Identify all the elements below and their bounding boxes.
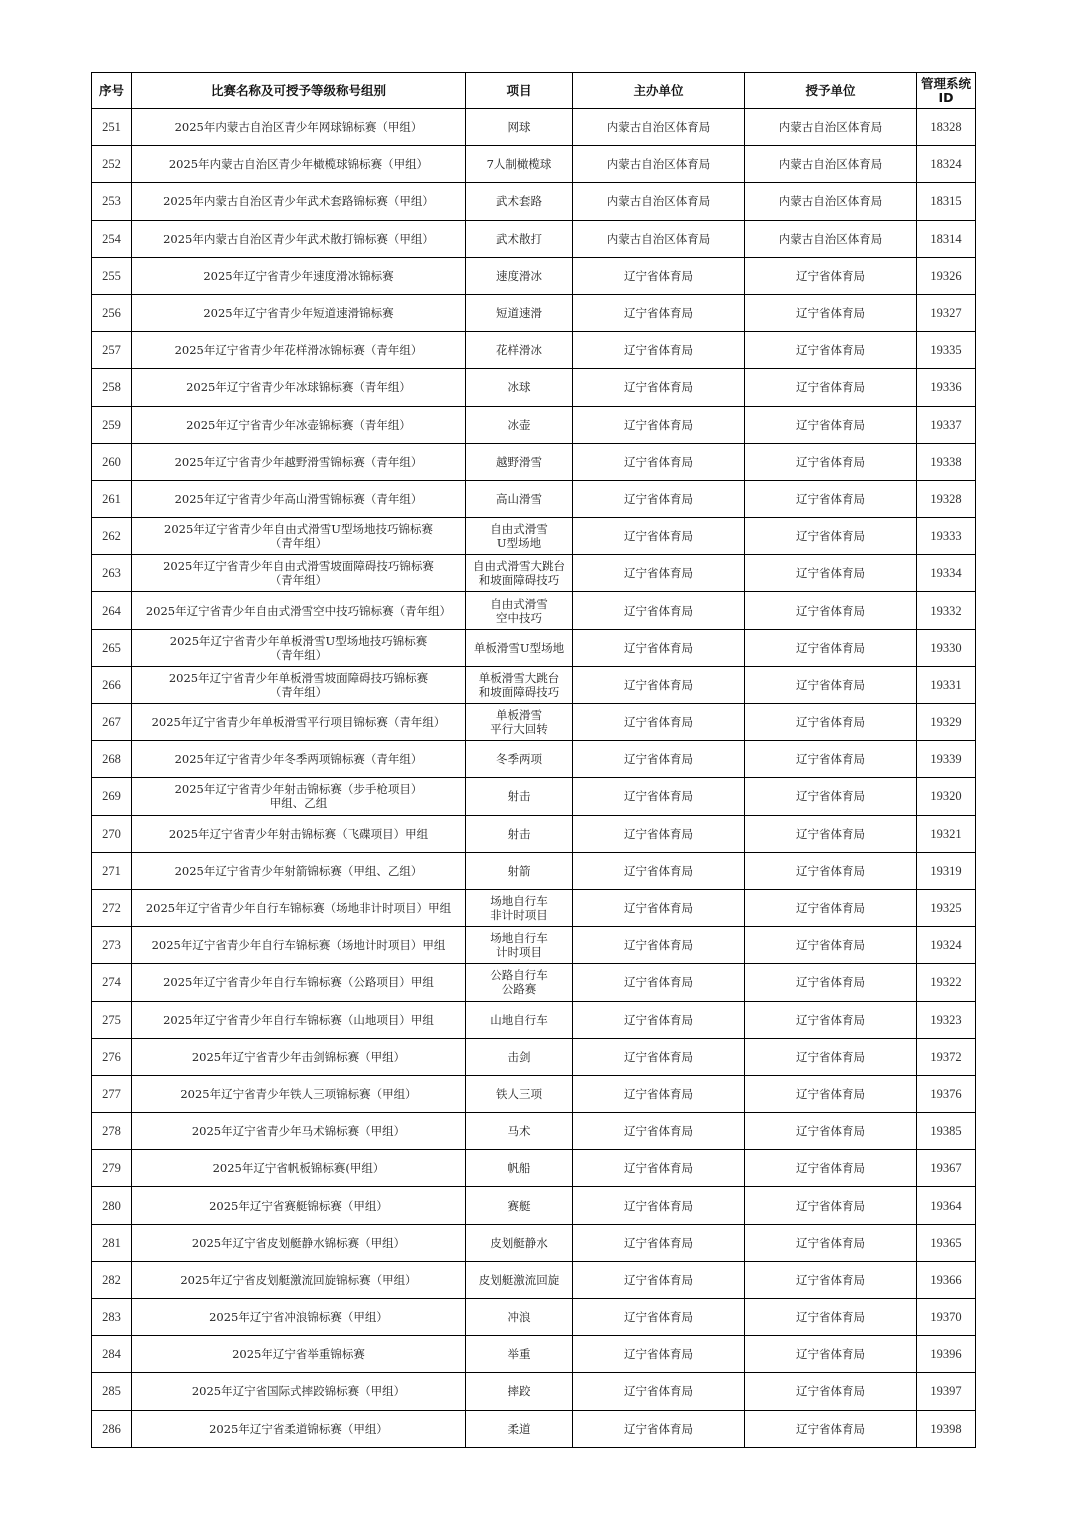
cell-competition-name: 2025年内蒙古自治区青少年武术套路锦标赛（甲组） xyxy=(132,183,466,220)
cell-competition-name: 2025年辽宁省皮划艇静水锦标赛（甲组） xyxy=(132,1224,466,1261)
cell-competition-name: 2025年辽宁省举重锦标赛 xyxy=(132,1336,466,1373)
cell-competition-name: 2025年内蒙古自治区青少年网球锦标赛（甲组） xyxy=(132,109,466,146)
cell-event-item: 帆船 xyxy=(466,1150,573,1187)
table-row xyxy=(92,1299,976,1336)
cell-granting-organization: 辽宁省体育局 xyxy=(745,1187,917,1224)
cell-management-system-id: 19376 xyxy=(917,1075,976,1112)
cell-competition-name: 2025年辽宁省青少年自行车锦标赛（场地计时项目）甲组 xyxy=(132,927,466,964)
cell-management-system-id: 18324 xyxy=(917,146,976,183)
table-row xyxy=(92,1410,976,1447)
cell-management-system-id: 19327 xyxy=(917,294,976,331)
cell-management-system-id: 19331 xyxy=(917,666,976,703)
cell-host-organization: 辽宁省体育局 xyxy=(573,1224,745,1261)
cell-serial-number: 265 xyxy=(92,629,132,666)
cell-host-organization: 辽宁省体育局 xyxy=(573,480,745,517)
cell-event-item: 场地自行车 计时项目 xyxy=(466,927,573,964)
table-row xyxy=(92,704,976,741)
cell-serial-number: 257 xyxy=(92,332,132,369)
cell-granting-organization: 辽宁省体育局 xyxy=(745,1075,917,1112)
cell-serial-number: 279 xyxy=(92,1150,132,1187)
header-serial-number: 序号 xyxy=(92,73,132,109)
header-granting-organization: 授予单位 xyxy=(745,73,917,109)
cell-granting-organization: 内蒙古自治区体育局 xyxy=(745,183,917,220)
cell-host-organization: 辽宁省体育局 xyxy=(573,1187,745,1224)
cell-host-organization: 辽宁省体育局 xyxy=(573,778,745,815)
table-row xyxy=(92,518,976,555)
cell-event-item: 马术 xyxy=(466,1113,573,1150)
cell-serial-number: 267 xyxy=(92,704,132,741)
cell-granting-organization: 辽宁省体育局 xyxy=(745,741,917,778)
cell-granting-organization: 辽宁省体育局 xyxy=(745,369,917,406)
cell-host-organization: 辽宁省体育局 xyxy=(573,741,745,778)
cell-granting-organization: 辽宁省体育局 xyxy=(745,1410,917,1447)
cell-serial-number: 268 xyxy=(92,741,132,778)
cell-management-system-id: 19385 xyxy=(917,1113,976,1150)
cell-host-organization: 内蒙古自治区体育局 xyxy=(573,146,745,183)
header-event-item: 项目 xyxy=(466,73,573,109)
cell-event-item: 赛艇 xyxy=(466,1187,573,1224)
table-row xyxy=(92,555,976,592)
table-row xyxy=(92,592,976,629)
cell-management-system-id: 19323 xyxy=(917,1001,976,1038)
cell-management-system-id: 19326 xyxy=(917,257,976,294)
cell-management-system-id: 19333 xyxy=(917,518,976,555)
cell-competition-name: 2025年辽宁省皮划艇激流回旋锦标赛（甲组） xyxy=(132,1261,466,1298)
header-host-organization: 主办单位 xyxy=(573,73,745,109)
table-row xyxy=(92,666,976,703)
table-row xyxy=(92,1150,976,1187)
cell-granting-organization: 辽宁省体育局 xyxy=(745,443,917,480)
cell-competition-name: 2025年辽宁省青少年自行车锦标赛（公路项目）甲组 xyxy=(132,964,466,1001)
header-competition-name: 比赛名称及可授予等级称号组别 xyxy=(132,73,466,109)
cell-host-organization: 辽宁省体育局 xyxy=(573,629,745,666)
cell-event-item: 武术散打 xyxy=(466,220,573,257)
cell-competition-name: 2025年辽宁省青少年花样滑冰锦标赛（青年组） xyxy=(132,332,466,369)
cell-management-system-id: 19320 xyxy=(917,778,976,815)
cell-granting-organization: 辽宁省体育局 xyxy=(745,1261,917,1298)
cell-management-system-id: 19364 xyxy=(917,1187,976,1224)
cell-host-organization: 辽宁省体育局 xyxy=(573,332,745,369)
table-row xyxy=(92,1038,976,1075)
cell-management-system-id: 19337 xyxy=(917,406,976,443)
table-row xyxy=(92,220,976,257)
cell-host-organization: 辽宁省体育局 xyxy=(573,443,745,480)
cell-serial-number: 255 xyxy=(92,257,132,294)
table-row xyxy=(92,480,976,517)
cell-event-item: 射箭 xyxy=(466,852,573,889)
cell-serial-number: 280 xyxy=(92,1187,132,1224)
cell-event-item: 冲浪 xyxy=(466,1299,573,1336)
cell-granting-organization: 辽宁省体育局 xyxy=(745,1336,917,1373)
cell-event-item: 越野滑雪 xyxy=(466,443,573,480)
cell-management-system-id: 19332 xyxy=(917,592,976,629)
header-management-system-id: 管理系统ID xyxy=(917,73,976,109)
cell-serial-number: 286 xyxy=(92,1410,132,1447)
cell-competition-name: 2025年辽宁省青少年冰壶锦标赛（青年组） xyxy=(132,406,466,443)
cell-serial-number: 253 xyxy=(92,183,132,220)
table-row xyxy=(92,406,976,443)
cell-granting-organization: 辽宁省体育局 xyxy=(745,294,917,331)
cell-competition-name: 2025年辽宁省青少年单板滑雪坡面障碍技巧锦标赛 （青年组） xyxy=(132,666,466,703)
cell-host-organization: 辽宁省体育局 xyxy=(573,518,745,555)
cell-competition-name: 2025年辽宁省青少年自行车锦标赛（场地非计时项目）甲组 xyxy=(132,889,466,926)
table-row xyxy=(92,629,976,666)
table-row xyxy=(92,964,976,1001)
cell-event-item: 武术套路 xyxy=(466,183,573,220)
cell-granting-organization: 辽宁省体育局 xyxy=(745,778,917,815)
cell-competition-name: 2025年辽宁省青少年短道速滑锦标赛 xyxy=(132,294,466,331)
cell-event-item: 场地自行车 非计时项目 xyxy=(466,889,573,926)
cell-granting-organization: 辽宁省体育局 xyxy=(745,1224,917,1261)
cell-host-organization: 辽宁省体育局 xyxy=(573,592,745,629)
cell-granting-organization: 辽宁省体育局 xyxy=(745,1038,917,1075)
cell-host-organization: 辽宁省体育局 xyxy=(573,815,745,852)
cell-management-system-id: 18328 xyxy=(917,109,976,146)
cell-event-item: 网球 xyxy=(466,109,573,146)
cell-host-organization: 辽宁省体育局 xyxy=(573,369,745,406)
cell-serial-number: 260 xyxy=(92,443,132,480)
cell-management-system-id: 19336 xyxy=(917,369,976,406)
cell-competition-name: 2025年辽宁省青少年速度滑冰锦标赛 xyxy=(132,257,466,294)
table-row xyxy=(92,1075,976,1112)
cell-serial-number: 259 xyxy=(92,406,132,443)
cell-competition-name: 2025年辽宁省青少年单板滑雪U型场地技巧锦标赛 （青年组） xyxy=(132,629,466,666)
cell-serial-number: 252 xyxy=(92,146,132,183)
cell-event-item: 速度滑冰 xyxy=(466,257,573,294)
cell-competition-name: 2025年内蒙古自治区青少年武术散打锦标赛（甲组） xyxy=(132,220,466,257)
competition-table-container xyxy=(91,72,975,1448)
cell-competition-name: 2025年辽宁省青少年单板滑雪平行项目锦标赛（青年组） xyxy=(132,704,466,741)
cell-granting-organization: 辽宁省体育局 xyxy=(745,332,917,369)
cell-host-organization: 辽宁省体育局 xyxy=(573,555,745,592)
cell-serial-number: 262 xyxy=(92,518,132,555)
cell-granting-organization: 辽宁省体育局 xyxy=(745,704,917,741)
table-row xyxy=(92,852,976,889)
table-row xyxy=(92,815,976,852)
cell-serial-number: 256 xyxy=(92,294,132,331)
cell-serial-number: 272 xyxy=(92,889,132,926)
cell-host-organization: 辽宁省体育局 xyxy=(573,1001,745,1038)
table-row xyxy=(92,1373,976,1410)
cell-serial-number: 266 xyxy=(92,666,132,703)
cell-granting-organization: 辽宁省体育局 xyxy=(745,1113,917,1150)
cell-serial-number: 254 xyxy=(92,220,132,257)
cell-host-organization: 辽宁省体育局 xyxy=(573,1410,745,1447)
cell-management-system-id: 19334 xyxy=(917,555,976,592)
cell-competition-name: 2025年辽宁省青少年射箭锦标赛（甲组、乙组） xyxy=(132,852,466,889)
cell-management-system-id: 19397 xyxy=(917,1373,976,1410)
cell-host-organization: 辽宁省体育局 xyxy=(573,406,745,443)
cell-management-system-id: 19365 xyxy=(917,1224,976,1261)
cell-event-item: 自由式滑雪 U型场地 xyxy=(466,518,573,555)
cell-event-item: 冰球 xyxy=(466,369,573,406)
cell-management-system-id: 19370 xyxy=(917,1299,976,1336)
cell-serial-number: 284 xyxy=(92,1336,132,1373)
table-row xyxy=(92,257,976,294)
cell-host-organization: 辽宁省体育局 xyxy=(573,852,745,889)
cell-competition-name: 2025年辽宁省青少年射击锦标赛（飞碟项目）甲组 xyxy=(132,815,466,852)
cell-competition-name: 2025年辽宁省赛艇锦标赛（甲组） xyxy=(132,1187,466,1224)
table-body xyxy=(92,109,976,1448)
cell-serial-number: 261 xyxy=(92,480,132,517)
cell-granting-organization: 辽宁省体育局 xyxy=(745,406,917,443)
cell-granting-organization: 辽宁省体育局 xyxy=(745,815,917,852)
cell-host-organization: 辽宁省体育局 xyxy=(573,927,745,964)
cell-serial-number: 251 xyxy=(92,109,132,146)
cell-management-system-id: 19325 xyxy=(917,889,976,926)
cell-host-organization: 辽宁省体育局 xyxy=(573,1075,745,1112)
cell-competition-name: 2025年辽宁省青少年射击锦标赛（步手枪项目） 甲组、乙组 xyxy=(132,778,466,815)
cell-host-organization: 辽宁省体育局 xyxy=(573,1299,745,1336)
table-row xyxy=(92,1187,976,1224)
table-row xyxy=(92,1001,976,1038)
cell-granting-organization: 辽宁省体育局 xyxy=(745,592,917,629)
cell-serial-number: 275 xyxy=(92,1001,132,1038)
cell-host-organization: 辽宁省体育局 xyxy=(573,257,745,294)
cell-management-system-id: 19372 xyxy=(917,1038,976,1075)
cell-competition-name: 2025年辽宁省国际式摔跤锦标赛（甲组） xyxy=(132,1373,466,1410)
cell-competition-name: 2025年辽宁省帆板锦标赛(甲组） xyxy=(132,1150,466,1187)
cell-competition-name: 2025年辽宁省青少年击剑锦标赛（甲组） xyxy=(132,1038,466,1075)
table-row xyxy=(92,927,976,964)
table-row xyxy=(92,889,976,926)
cell-event-item: 击剑 xyxy=(466,1038,573,1075)
cell-event-item: 单板滑雪 平行大回转 xyxy=(466,704,573,741)
cell-granting-organization: 辽宁省体育局 xyxy=(745,927,917,964)
cell-competition-name: 2025年辽宁省青少年冰球锦标赛（青年组） xyxy=(132,369,466,406)
table-header-row xyxy=(92,73,976,109)
competition-table xyxy=(91,72,976,1448)
table-row xyxy=(92,741,976,778)
cell-management-system-id: 19328 xyxy=(917,480,976,517)
cell-competition-name: 2025年辽宁省青少年高山滑雪锦标赛（青年组） xyxy=(132,480,466,517)
cell-management-system-id: 19319 xyxy=(917,852,976,889)
cell-granting-organization: 内蒙古自治区体育局 xyxy=(745,220,917,257)
cell-granting-organization: 辽宁省体育局 xyxy=(745,1373,917,1410)
table-row xyxy=(92,1261,976,1298)
table-row xyxy=(92,332,976,369)
cell-granting-organization: 辽宁省体育局 xyxy=(745,480,917,517)
cell-event-item: 柔道 xyxy=(466,1410,573,1447)
cell-management-system-id: 19396 xyxy=(917,1336,976,1373)
cell-granting-organization: 辽宁省体育局 xyxy=(745,889,917,926)
cell-serial-number: 264 xyxy=(92,592,132,629)
cell-management-system-id: 18315 xyxy=(917,183,976,220)
cell-granting-organization: 辽宁省体育局 xyxy=(745,518,917,555)
cell-event-item: 冬季两项 xyxy=(466,741,573,778)
cell-competition-name: 2025年辽宁省青少年铁人三项锦标赛（甲组） xyxy=(132,1075,466,1112)
cell-event-item: 射击 xyxy=(466,778,573,815)
cell-competition-name: 2025年辽宁省青少年冬季两项锦标赛（青年组） xyxy=(132,741,466,778)
cell-management-system-id: 19398 xyxy=(917,1410,976,1447)
cell-host-organization: 辽宁省体育局 xyxy=(573,1261,745,1298)
cell-event-item: 单板滑雪大跳台 和坡面障碍技巧 xyxy=(466,666,573,703)
table-row xyxy=(92,1224,976,1261)
cell-serial-number: 278 xyxy=(92,1113,132,1150)
cell-host-organization: 辽宁省体育局 xyxy=(573,1038,745,1075)
cell-event-item: 花样滑冰 xyxy=(466,332,573,369)
cell-management-system-id: 19366 xyxy=(917,1261,976,1298)
cell-serial-number: 285 xyxy=(92,1373,132,1410)
cell-host-organization: 辽宁省体育局 xyxy=(573,1336,745,1373)
cell-management-system-id: 19329 xyxy=(917,704,976,741)
table-row xyxy=(92,109,976,146)
cell-competition-name: 2025年辽宁省青少年自行车锦标赛（山地项目）甲组 xyxy=(132,1001,466,1038)
cell-event-item: 单板滑雪U型场地 xyxy=(466,629,573,666)
table-row xyxy=(92,146,976,183)
cell-host-organization: 辽宁省体育局 xyxy=(573,666,745,703)
cell-host-organization: 辽宁省体育局 xyxy=(573,1113,745,1150)
cell-management-system-id: 19330 xyxy=(917,629,976,666)
cell-competition-name: 2025年辽宁省柔道锦标赛（甲组） xyxy=(132,1410,466,1447)
cell-competition-name: 2025年辽宁省青少年马术锦标赛（甲组） xyxy=(132,1113,466,1150)
table-row xyxy=(92,369,976,406)
cell-serial-number: 271 xyxy=(92,852,132,889)
cell-management-system-id: 19338 xyxy=(917,443,976,480)
cell-event-item: 举重 xyxy=(466,1336,573,1373)
cell-granting-organization: 辽宁省体育局 xyxy=(745,257,917,294)
table-row xyxy=(92,1336,976,1373)
cell-management-system-id: 18314 xyxy=(917,220,976,257)
cell-serial-number: 277 xyxy=(92,1075,132,1112)
cell-event-item: 皮划艇激流回旋 xyxy=(466,1261,573,1298)
cell-host-organization: 辽宁省体育局 xyxy=(573,1373,745,1410)
cell-event-item: 铁人三项 xyxy=(466,1075,573,1112)
cell-event-item: 短道速滑 xyxy=(466,294,573,331)
cell-event-item: 7人制橄榄球 xyxy=(466,146,573,183)
table-row xyxy=(92,778,976,815)
cell-granting-organization: 辽宁省体育局 xyxy=(745,964,917,1001)
cell-event-item: 射击 xyxy=(466,815,573,852)
cell-competition-name: 2025年辽宁省青少年越野滑雪锦标赛（青年组） xyxy=(132,443,466,480)
cell-granting-organization: 内蒙古自治区体育局 xyxy=(745,146,917,183)
cell-host-organization: 内蒙古自治区体育局 xyxy=(573,109,745,146)
cell-serial-number: 258 xyxy=(92,369,132,406)
cell-granting-organization: 辽宁省体育局 xyxy=(745,629,917,666)
cell-serial-number: 283 xyxy=(92,1299,132,1336)
cell-serial-number: 263 xyxy=(92,555,132,592)
cell-competition-name: 2025年辽宁省青少年自由式滑雪坡面障碍技巧锦标赛 （青年组） xyxy=(132,555,466,592)
cell-serial-number: 282 xyxy=(92,1261,132,1298)
cell-competition-name: 2025年辽宁省青少年自由式滑雪空中技巧锦标赛（青年组） xyxy=(132,592,466,629)
cell-event-item: 皮划艇静水 xyxy=(466,1224,573,1261)
cell-management-system-id: 19322 xyxy=(917,964,976,1001)
cell-host-organization: 内蒙古自治区体育局 xyxy=(573,183,745,220)
cell-serial-number: 274 xyxy=(92,964,132,1001)
cell-event-item: 高山滑雪 xyxy=(466,480,573,517)
cell-granting-organization: 辽宁省体育局 xyxy=(745,1001,917,1038)
cell-event-item: 自由式滑雪大跳台 和坡面障碍技巧 xyxy=(466,555,573,592)
cell-serial-number: 270 xyxy=(92,815,132,852)
cell-granting-organization: 内蒙古自治区体育局 xyxy=(745,109,917,146)
cell-event-item: 公路自行车 公路赛 xyxy=(466,964,573,1001)
cell-granting-organization: 辽宁省体育局 xyxy=(745,666,917,703)
cell-management-system-id: 19335 xyxy=(917,332,976,369)
cell-granting-organization: 辽宁省体育局 xyxy=(745,1299,917,1336)
table-row xyxy=(92,443,976,480)
cell-host-organization: 辽宁省体育局 xyxy=(573,889,745,926)
cell-host-organization: 辽宁省体育局 xyxy=(573,964,745,1001)
table-row xyxy=(92,1113,976,1150)
cell-management-system-id: 19321 xyxy=(917,815,976,852)
cell-event-item: 摔跤 xyxy=(466,1373,573,1410)
cell-host-organization: 内蒙古自治区体育局 xyxy=(573,220,745,257)
cell-management-system-id: 19324 xyxy=(917,927,976,964)
cell-management-system-id: 19339 xyxy=(917,741,976,778)
cell-event-item: 山地自行车 xyxy=(466,1001,573,1038)
cell-host-organization: 辽宁省体育局 xyxy=(573,704,745,741)
cell-host-organization: 辽宁省体育局 xyxy=(573,294,745,331)
cell-management-system-id: 19367 xyxy=(917,1150,976,1187)
table-row xyxy=(92,183,976,220)
cell-granting-organization: 辽宁省体育局 xyxy=(745,1150,917,1187)
cell-serial-number: 281 xyxy=(92,1224,132,1261)
cell-competition-name: 2025年辽宁省冲浪锦标赛（甲组） xyxy=(132,1299,466,1336)
cell-competition-name: 2025年辽宁省青少年自由式滑雪U型场地技巧锦标赛 （青年组） xyxy=(132,518,466,555)
cell-serial-number: 273 xyxy=(92,927,132,964)
cell-host-organization: 辽宁省体育局 xyxy=(573,1150,745,1187)
cell-competition-name: 2025年内蒙古自治区青少年橄榄球锦标赛（甲组） xyxy=(132,146,466,183)
cell-event-item: 自由式滑雪 空中技巧 xyxy=(466,592,573,629)
cell-event-item: 冰壶 xyxy=(466,406,573,443)
cell-granting-organization: 辽宁省体育局 xyxy=(745,555,917,592)
cell-serial-number: 276 xyxy=(92,1038,132,1075)
cell-granting-organization: 辽宁省体育局 xyxy=(745,852,917,889)
cell-serial-number: 269 xyxy=(92,778,132,815)
table-row xyxy=(92,294,976,331)
